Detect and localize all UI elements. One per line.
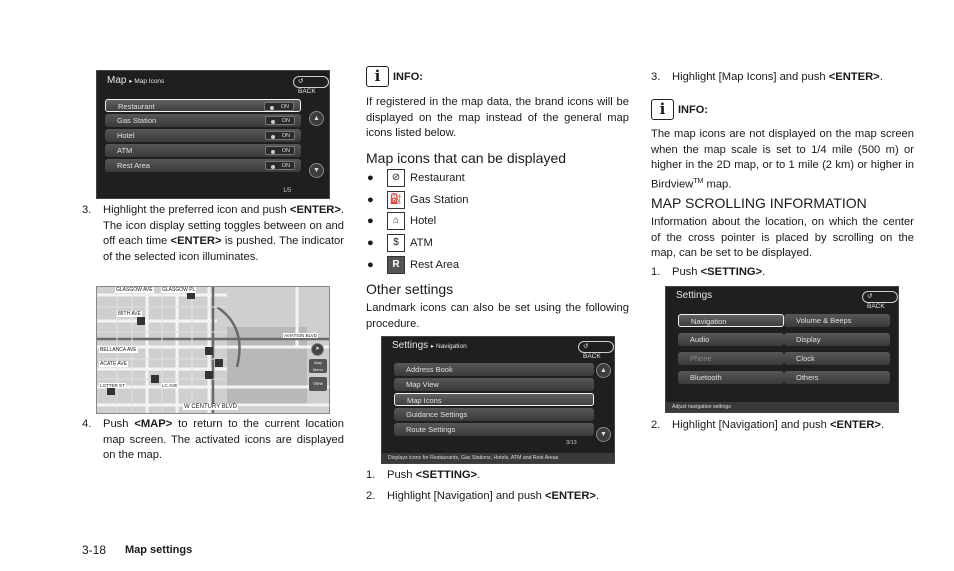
compass-icon[interactable]: ➤ xyxy=(311,343,324,356)
menu-item-navigation[interactable]: Navigation xyxy=(678,314,784,327)
map-icons-screenshot xyxy=(96,70,330,199)
street-label: GLASGOW AVE xyxy=(116,287,153,293)
menu-item-route-settings[interactable]: Route Settings xyxy=(394,423,594,436)
menu-item-atm[interactable]: ATM ON xyxy=(105,144,301,157)
street-label: ACATE AVE xyxy=(100,361,128,367)
toggle-indicator: ON xyxy=(265,116,295,125)
screen-title: Settings ▸ Navigation xyxy=(392,340,467,351)
menu-item-rest-area[interactable]: Rest Area ON xyxy=(105,159,301,172)
page-number: 3-18 xyxy=(82,543,107,557)
street-label: GLASGOW PL xyxy=(162,287,196,293)
info-icon: i xyxy=(366,66,389,87)
page-indicator: 3/13 xyxy=(566,440,577,446)
col2-step2-number: 2. xyxy=(366,490,376,502)
scroll-up-icon[interactable]: ▲ xyxy=(596,363,611,378)
settings-screenshot xyxy=(665,286,899,413)
street-label: BELLANCA AVE xyxy=(100,347,137,353)
street-label: AVIATION BLVD xyxy=(284,333,318,338)
col2-step2-text: Highlight [Navigation] and push <ENTER>. xyxy=(387,490,600,502)
map-scrolling-text: Information about the location, on which the center of the cross pointer is placed by scrolling on the map, can be set to be displayed. xyxy=(651,216,914,260)
menu-item-address-book[interactable]: Address Book xyxy=(394,363,594,376)
menu-item-guidance-settings[interactable]: Guidance Settings xyxy=(394,408,594,421)
scroll-down-icon[interactable]: ▼ xyxy=(309,163,324,178)
menu-item-map-view[interactable]: Map View xyxy=(394,378,594,391)
restaurant-icon: ⊘ xyxy=(387,169,405,187)
status-bar: Adjust navigation settings xyxy=(666,402,898,412)
col1-step4-text: Push <MAP> to return to the current location map screen. The activated icons are displayed on the map. xyxy=(103,418,345,462)
menu-item-volume-beeps[interactable]: Volume & Beeps xyxy=(784,314,890,327)
street-label: LC AVE xyxy=(162,383,178,388)
info-heading: i INFO: xyxy=(366,66,423,87)
col2-step1-number: 1. xyxy=(366,469,376,481)
menu-item-map-icons[interactable]: Map Icons xyxy=(394,393,594,406)
back-button[interactable]: ↺ BACK xyxy=(293,76,329,88)
screen-title: Map ▸ Map Icons xyxy=(107,75,165,86)
info-text: The map icons are not displayed on the map screen when the map scale is set to 1/4 mile (500 m) or higher in the 2D map, or to 1 mile (2 km) or higher in Birdview™ map. xyxy=(651,128,914,191)
scroll-down-icon[interactable]: ▼ xyxy=(596,427,611,442)
hotel-icon: ⌂ xyxy=(387,212,405,230)
menu-item-hotel[interactable]: Hotel ON xyxy=(105,129,301,142)
other-settings-text: Landmark icons can also be set using the following procedure. xyxy=(366,302,629,330)
menu-item-audio[interactable]: Audio xyxy=(678,333,784,346)
gas-station-icon: ⛽ xyxy=(387,191,405,209)
status-bar: Displays icons for Restaurants, Gas Stations, Hotels, ATM and Rest Areas xyxy=(382,453,614,463)
section-heading-map-scrolling: MAP SCROLLING INFORMATION xyxy=(651,195,867,211)
scroll-up-icon[interactable]: ▲ xyxy=(309,111,324,126)
page-indicator: 1/5 xyxy=(283,188,292,194)
col3-step3-number: 3. xyxy=(651,71,661,83)
atm-icon: $ xyxy=(387,234,405,252)
col2-step1-text: Push <SETTING>. xyxy=(387,469,481,481)
section-heading-map-icons: Map icons that can be displayed xyxy=(366,150,567,166)
street-label: W CENTURY BLVD xyxy=(184,404,238,410)
col3-step2-text: Highlight [Navigation] and push <ENTER>. xyxy=(672,419,885,431)
menu-item-phone[interactable]: Phone xyxy=(678,352,784,365)
menu-item-others[interactable]: Others xyxy=(784,371,890,384)
footer-section-title: Map settings xyxy=(125,544,193,556)
back-button[interactable]: ↺ BACK xyxy=(578,341,614,353)
col3-step1-text: Push <SETTING>. xyxy=(672,266,766,278)
toggle-indicator: ON xyxy=(265,146,295,155)
rest-area-icon: R xyxy=(387,256,405,274)
menu-item-display[interactable]: Display xyxy=(784,333,890,346)
back-button[interactable]: ↺ BACK xyxy=(862,291,898,303)
menu-item-restaurant[interactable]: Restaurant ON xyxy=(105,99,301,112)
toggle-indicator: ON xyxy=(264,102,294,111)
info-heading: i INFO: xyxy=(651,99,708,120)
menu-item-clock[interactable]: Clock xyxy=(784,352,890,365)
col3-step2-number: 2. xyxy=(651,419,661,431)
street-label: LOTTER ST xyxy=(100,383,125,388)
section-heading-other-settings: Other settings xyxy=(366,281,454,297)
col1-step3-text: Highlight the preferred icon and push <ENTER>. The icon display setting toggles between on and off each time <ENTER> is pushed. The indicator of the selected icon illuminates. xyxy=(103,204,344,263)
menu-item-gas-station[interactable]: Gas Station ON xyxy=(105,114,301,127)
info-icon: i xyxy=(651,99,674,120)
map-screenshot xyxy=(96,286,330,414)
toggle-indicator: ON xyxy=(265,131,295,140)
map-menu-button[interactable]: Map Menu xyxy=(309,359,327,373)
menu-item-bluetooth[interactable]: Bluetooth xyxy=(678,371,784,384)
screen-title: Settings xyxy=(676,290,713,301)
toggle-indicator: ON xyxy=(265,161,295,170)
street-label: 85TH AVE xyxy=(118,311,141,317)
col1-step3-number: 3. xyxy=(82,204,92,216)
info-text: If registered in the map data, the brand icons will be displayed on the map instead of the general map icons listed below. xyxy=(366,96,629,140)
view-button[interactable]: View xyxy=(309,377,327,391)
col1-step4-number: 4. xyxy=(82,418,92,430)
col3-step3-text: Highlight [Map Icons] and push <ENTER>. xyxy=(672,71,883,83)
navigation-settings-screenshot xyxy=(381,336,615,464)
col3-step1-number: 1. xyxy=(651,266,661,278)
